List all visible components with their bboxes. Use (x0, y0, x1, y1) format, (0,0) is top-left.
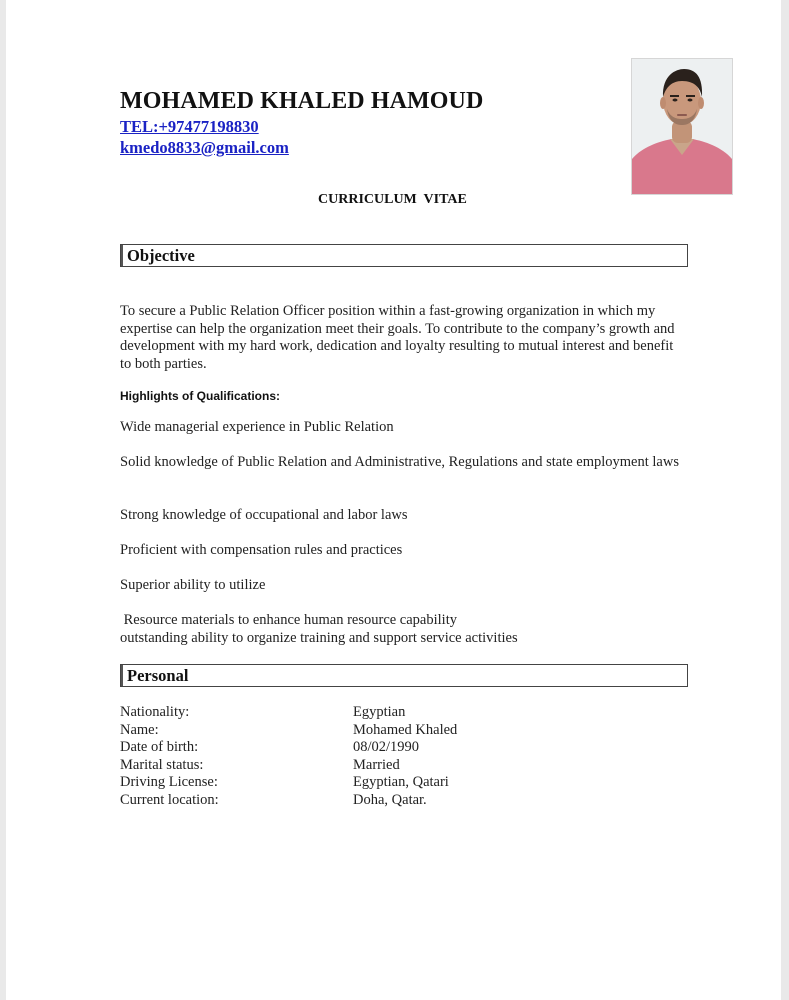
personal-row (120, 704, 620, 722)
personal-label: Current location: (120, 791, 219, 808)
highlight-item: Solid knowledge of Public Relation and Administrative, Regulations and state employment laws (120, 454, 679, 470)
personal-row (120, 757, 620, 775)
objective-heading-box (120, 244, 688, 267)
personal-row (120, 774, 620, 792)
personal-label: Driving License: (120, 774, 218, 791)
heading-divider (121, 245, 123, 266)
highlight-item: Wide managerial experience in Public Relation (120, 419, 394, 435)
personal-label: Marital status: (120, 756, 204, 773)
profile-photo (631, 58, 733, 195)
objective-heading: Objective (127, 246, 195, 265)
personal-details (120, 704, 620, 810)
personal-row (120, 792, 620, 810)
personal-value: Egyptian, Qatari (353, 774, 449, 791)
personal-value: Mohamed Khaled (353, 721, 458, 738)
personal-value: Doha, Qatar. (353, 791, 427, 808)
personal-label: Date of birth: (120, 739, 199, 756)
highlight-item: Proficient with compensation rules and practices (120, 542, 403, 558)
personal-heading: Personal (127, 666, 189, 685)
personal-value: Married (353, 756, 400, 773)
personal-row (120, 722, 620, 740)
email-link[interactable]: kmedo8833@gmail.com (120, 138, 289, 157)
personal-value: 08/02/1990 (353, 739, 420, 756)
personal-heading-box (120, 664, 688, 687)
cv-page (6, 0, 781, 1000)
personal-label: Nationality: (120, 704, 190, 720)
highlight-item: Strong knowledge of occupational and labor laws (120, 507, 408, 523)
highlights-title: Highlights of Qualifications: (120, 389, 280, 403)
highlight-item: Resource materials to enhance human resource capability outstanding ability to organize training and support service activities (120, 612, 518, 646)
phone-link[interactable]: TEL:+97477198830 (120, 117, 259, 136)
personal-value: Egyptian (353, 704, 406, 720)
document-title: CURRICULUM VITAE (318, 192, 467, 207)
objective-text: To secure a Public Relation Officer position within a fast-growing organization in which my expertise can help the organization meet their goals. To contribute to the company’s growth and development with my hard work, dedication and loyalty resulting to mutual interest and benefit to both parties. (120, 303, 675, 372)
person-portrait-icon (632, 59, 732, 194)
personal-row (120, 739, 620, 757)
candidate-name: MOHAMED KHALED HAMOUD (120, 88, 484, 114)
heading-divider (121, 665, 123, 686)
personal-label: Name: (120, 721, 159, 738)
highlight-item: Superior ability to utilize (120, 577, 266, 593)
